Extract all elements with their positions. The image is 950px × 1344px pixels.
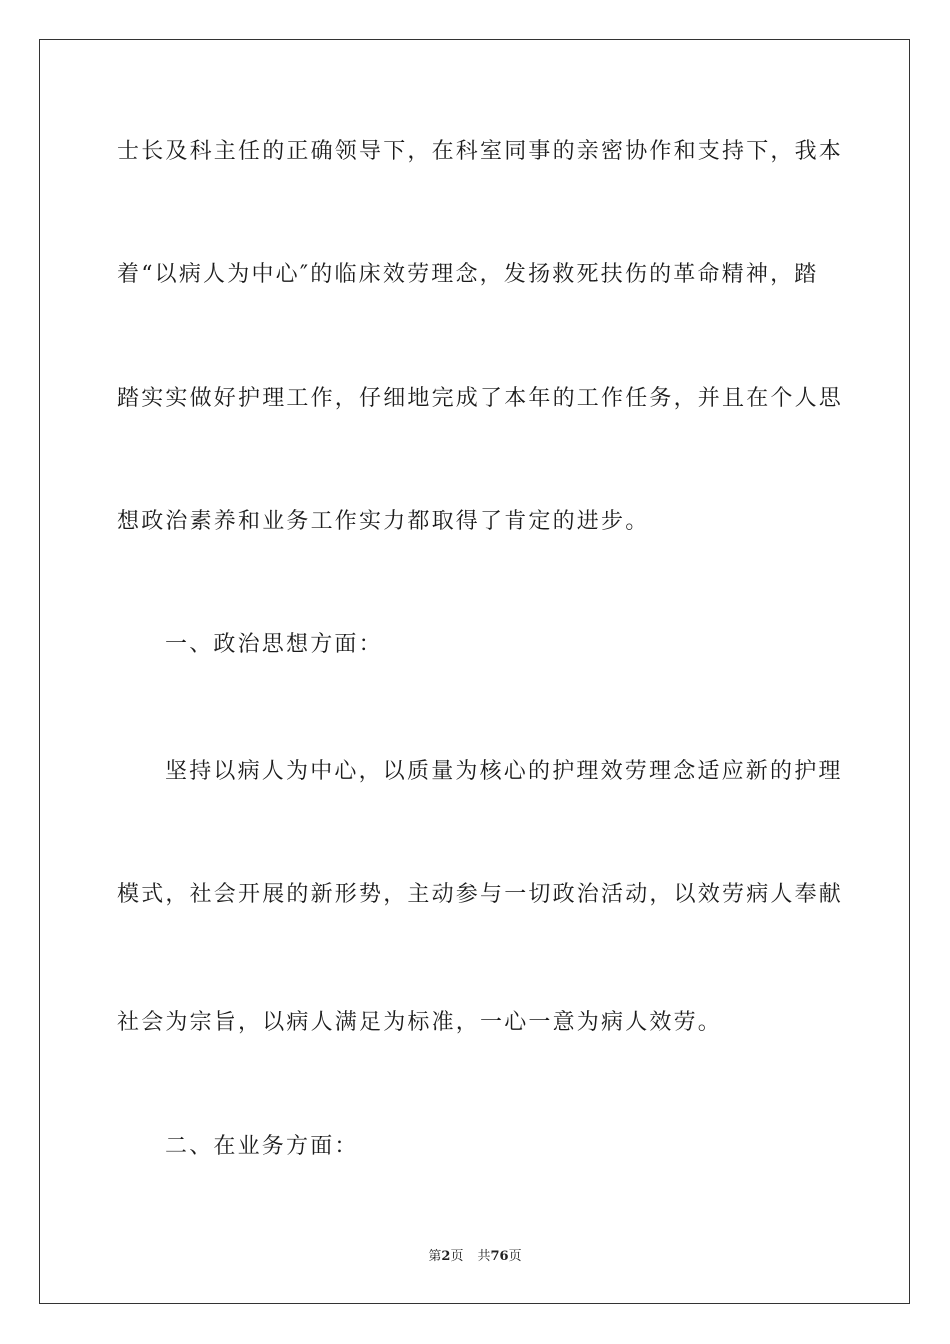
page-prefix: 第 bbox=[428, 1249, 442, 1264]
page-border bbox=[39, 39, 910, 1304]
section-heading: 一、政治思想方面： bbox=[165, 632, 383, 657]
total-prefix: 共 bbox=[477, 1249, 491, 1264]
body-text-line: 踏实实做好护理工作，仔细地完成了本年的工作任务，并且在个人思 bbox=[117, 386, 844, 411]
page-number: 2 bbox=[441, 1249, 451, 1264]
body-text-line: 模式，社会开展的新形势，主动参与一切政治活动，以效劳病人奉献 bbox=[117, 882, 844, 907]
body-text-line: 着“以病人为中心″的临床效劳理念，发扬救死扶伤的革命精神，踏 bbox=[117, 262, 819, 287]
page-footer bbox=[0, 1248, 950, 1266]
total-suffix: 页 bbox=[508, 1249, 522, 1264]
section-heading: 二、在业务方面： bbox=[165, 1134, 359, 1159]
body-text-line: 士长及科主任的正确领导下，在科室同事的亲密协作和支持下，我本 bbox=[117, 139, 844, 164]
page-suffix: 页 bbox=[450, 1249, 464, 1264]
total-pages: 76 bbox=[490, 1249, 509, 1264]
body-text-line: 想政治素养和业务工作实力都取得了肯定的进步。 bbox=[117, 509, 650, 534]
body-text-line: 坚持以病人为中心，以质量为核心的护理效劳理念适应新的护理 bbox=[165, 759, 843, 784]
body-text-line: 社会为宗旨，以病人满足为标准，一心一意为病人效劳。 bbox=[117, 1010, 723, 1035]
